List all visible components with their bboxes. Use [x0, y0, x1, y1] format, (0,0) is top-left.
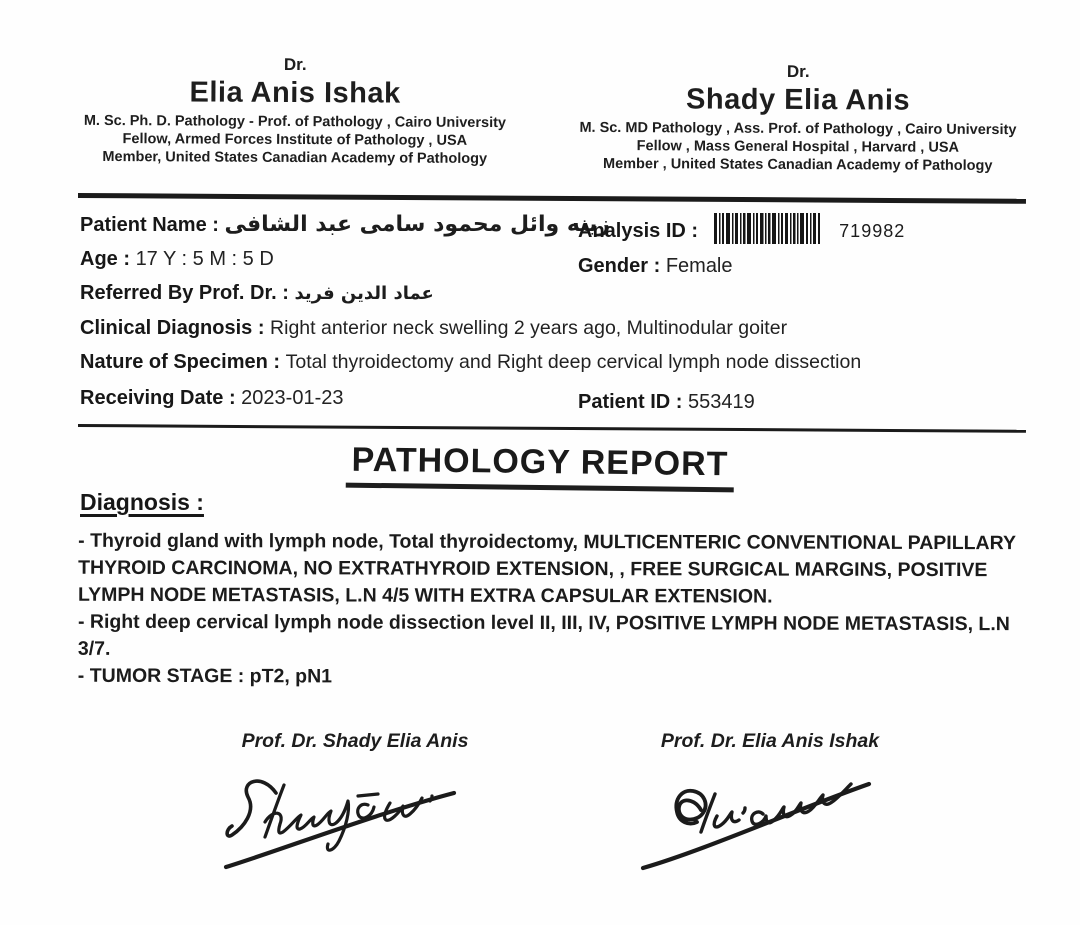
referred-by-value: عماد الدين فريد — [294, 283, 434, 304]
receiving-date-label: Receiving Date : — [80, 387, 236, 409]
referred-by-row — [80, 282, 434, 305]
clinical-diagnosis-label: Clinical Diagnosis : — [80, 317, 265, 339]
doctor-right-credential-1: M. Sc. MD Pathology , Ass. Prof. of Pathology , Cairo University — [579, 119, 1017, 139]
specimen-value: Total thyroidectomy and Right deep cervical lymph node dissection — [285, 351, 862, 373]
doctor-right-credential-3: Member , United States Canadian Academy of Pathology — [602, 155, 993, 175]
divider-bottom — [78, 424, 1026, 433]
analysis-id-label: Analysis ID : — [578, 219, 699, 242]
referred-by-label: Referred By Prof. Dr. : — [80, 282, 289, 304]
gender-value: Female — [665, 255, 733, 277]
report-title-wrap — [0, 436, 1080, 496]
analysis-id-row — [578, 219, 905, 244]
specimen-row — [80, 351, 861, 374]
patient-id-value: 553419 — [688, 391, 755, 413]
doctor-left-credential-3: Member, United States Canadian Academy of Pathology — [102, 148, 488, 168]
gender-label: Gender : — [578, 255, 661, 277]
signature-name-right: Prof. Dr. Elia Anis Ishak — [660, 730, 880, 752]
patient-id-row — [578, 391, 755, 414]
report-title: PATHOLOGY REPORT — [345, 441, 734, 493]
gender-row — [578, 255, 733, 278]
diagnosis-item-3: - TUMOR STAGE : pT2, pN1 — [77, 664, 333, 688]
signature-right — [635, 768, 885, 878]
diagnosis-heading: Diagnosis : — [80, 489, 204, 515]
patient-name-label: Patient Name : — [80, 214, 219, 236]
doctor-header-right — [548, 61, 1049, 176]
age-value: 17 Y : 5 M : 5 D — [135, 248, 274, 270]
patient-name-row — [80, 212, 610, 237]
analysis-id-value: 719982 — [839, 220, 906, 241]
specimen-label: Nature of Specimen : — [80, 351, 281, 373]
diagnosis-body — [78, 528, 1030, 692]
doctor-right-name: Shady Elia Anis — [686, 83, 911, 117]
diagnosis-item-2: - Right deep cervical lymph node dissection level II, III, IV, POSITIVE LYMPH NODE METASTASIS, L.N 3/7. — [77, 610, 1010, 660]
doctor-left-credential-2: Fellow, Armed Forces Institute of Pathology , USA — [122, 131, 468, 149]
receiving-date-row — [80, 387, 343, 410]
doctor-left-prefix: Dr. — [283, 54, 307, 75]
diagnosis-item-1: - Thyroid gland with lymph node, Total thyroidectomy, MULTICENTERIC CONVENTIONAL PAPILLARY THYROID CARCINOMA, NO EXTRATHYROID EXTENSION, , FREE SURGICAL MARGINS, POSITIVE LYMPH NODE METASTASIS, L.N 4/5 WITH EXTRA CAPSULAR EXTENSION. — [78, 529, 1016, 608]
clinical-diagnosis-value: Right anterior neck swelling 2 years ago, Multinodular goiter — [270, 317, 788, 339]
clinical-diagnosis-row — [80, 317, 787, 340]
divider-top — [78, 193, 1026, 204]
barcode-icon — [714, 213, 820, 244]
signature-left — [218, 765, 468, 880]
doctor-right-credential-2: Fellow , Mass General Hospital , Harvard , USA — [636, 138, 960, 156]
receiving-date-value: 2023-01-23 — [241, 387, 344, 409]
patient-name-value: زينه وائل محمود سامى عبد الشافى — [224, 212, 611, 237]
age-row — [80, 248, 274, 271]
signature-name-left: Prof. Dr. Shady Elia Anis — [241, 730, 469, 752]
age-label: Age : — [80, 248, 130, 270]
doctor-left-name: Elia Anis Ishak — [189, 76, 401, 110]
doctor-left-credential-1: M. Sc. Ph. D. Pathology - Prof. of Pathology , Cairo University — [83, 112, 507, 132]
patient-id-label: Patient ID : — [578, 391, 683, 413]
doctor-header-left — [55, 54, 536, 169]
doctor-right-prefix: Dr. — [786, 61, 810, 82]
